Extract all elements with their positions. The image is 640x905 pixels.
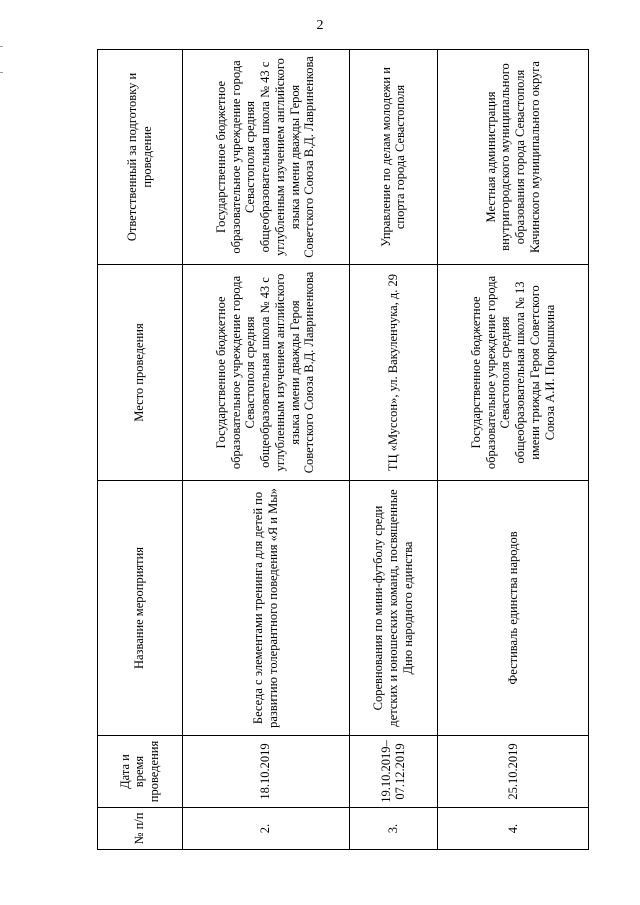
cell-date: 25.10.2019 [438, 736, 589, 808]
header-place: Место проведения [98, 265, 183, 481]
margin-mark [0, 46, 3, 47]
cell-name: Беседа с элементами тренинга для детей по развитию толерантного поведения «Я и Мы» [182, 481, 349, 736]
header-date: Дата и время проведения [98, 736, 183, 808]
events-table [97, 49, 589, 850]
table-row [438, 50, 589, 850]
cell-name: Фестиваль единства народов [438, 481, 589, 736]
cell-place: Государственное бюджетное образовательное учреждение города Севастополя средняя общеобразовательная школа № 13 имени трижды Героя Советского Союза А.И. Покрышкина [438, 265, 589, 481]
header-responsible: Ответственный за подготовку и проведение [98, 50, 183, 265]
rotated-table-wrapper [97, 50, 589, 850]
table-row [182, 50, 349, 850]
cell-responsible: Местная администрация внутригородского муниципального образования города Севастополя Качинского муниципального округа [438, 50, 589, 265]
cell-num: 2. [182, 808, 349, 850]
table-header-row [98, 50, 183, 850]
header-name: Название мероприятия [98, 481, 183, 736]
margin-mark [0, 72, 3, 73]
cell-num: 4. [438, 808, 589, 850]
page-number: 2 [316, 18, 324, 33]
cell-num: 3. [349, 808, 438, 850]
cell-responsible: Управление по делам молодежи и спорта города Севастополя [349, 50, 438, 265]
table-row [349, 50, 438, 850]
cell-date: 18.10.2019 [182, 736, 349, 808]
cell-date: 19.10.2019–07.12.2019 [349, 736, 438, 808]
header-num: № п/п [98, 808, 183, 850]
cell-name: Соревнования по мини-футболу среди детских и юношеских команд, посвященные Дню народного единства [349, 481, 438, 736]
cell-place: Государственное бюджетное образовательное учреждение города Севастополя средняя общеобразовательная школа № 43 с углубленным изучением английского языка имени дважды Героя Советского Союза В.Д. Лавриненкова [182, 265, 349, 481]
cell-responsible: Государственное бюджетное образовательное учреждение города Севастополя средняя общеобразовательная школа № 43 с углубленным изучением английского языка имени дважды Героя Советского Союза В.Д. Лавриненкова [182, 50, 349, 265]
cell-place: ТЦ «Муссон», ул. Вакуленчука, д. 29 [349, 265, 438, 481]
